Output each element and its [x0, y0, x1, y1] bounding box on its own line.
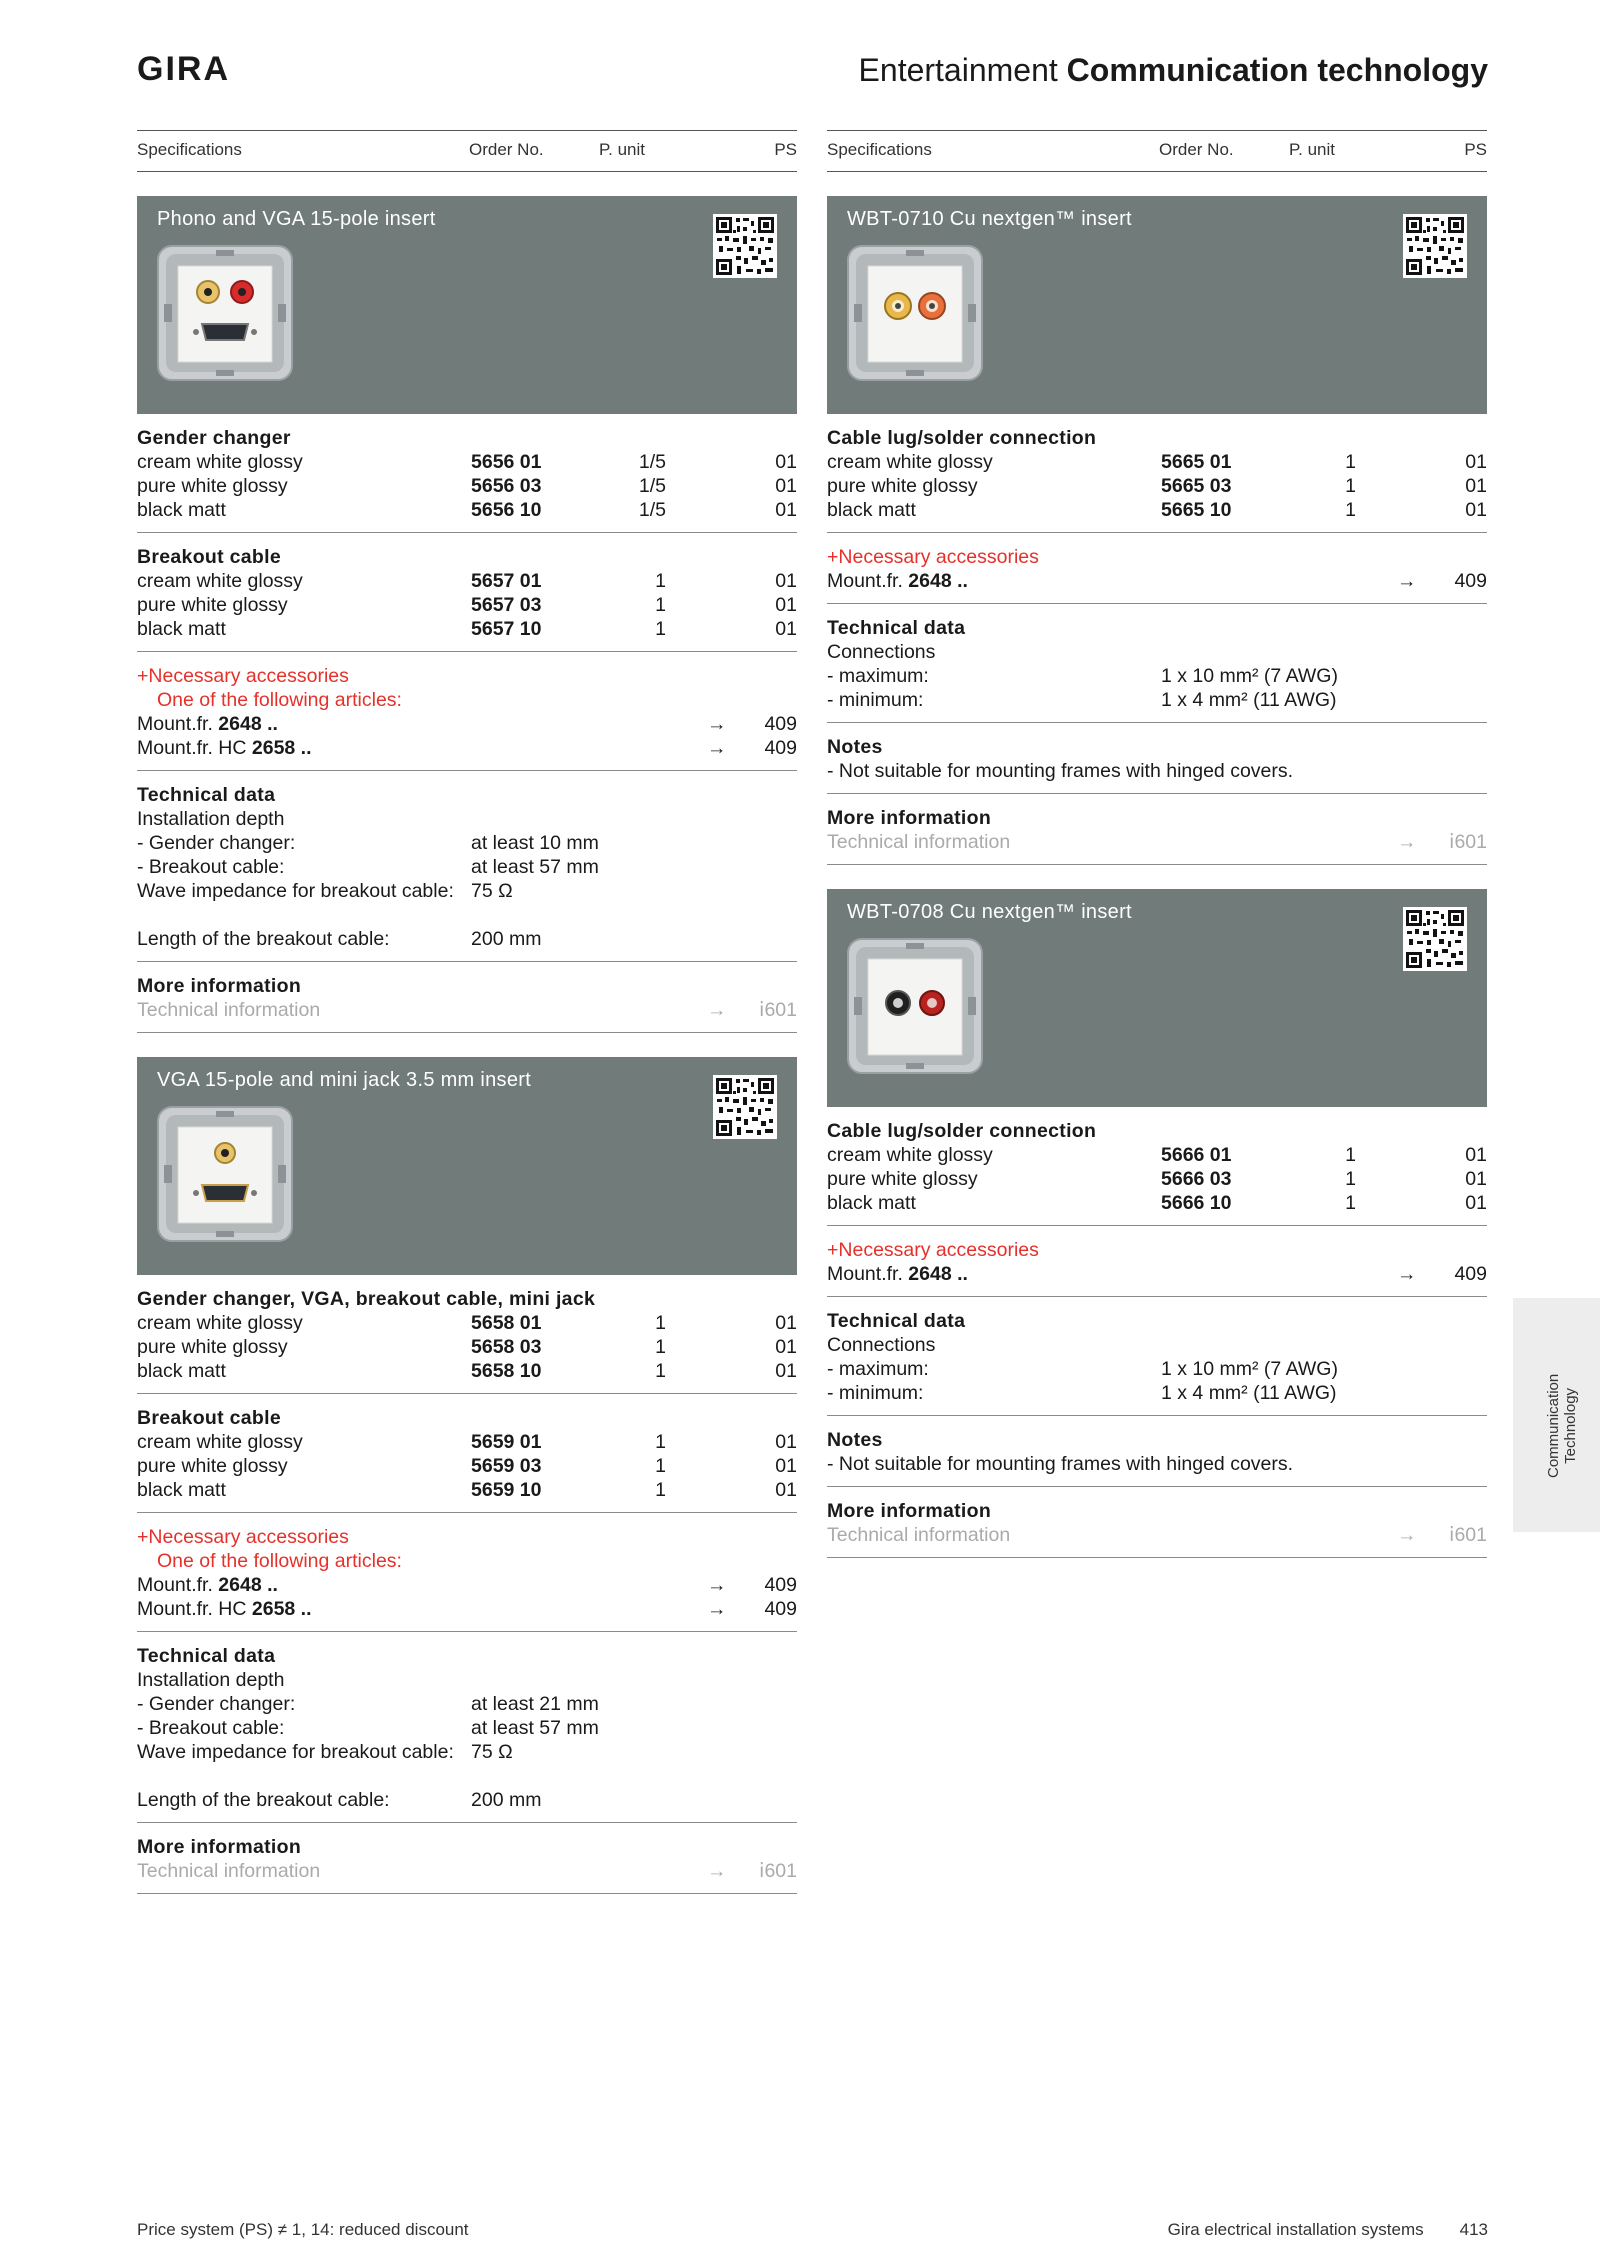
block-heading: Technical data	[137, 784, 276, 806]
product-title: WBT-0710 Cu nextgen™ insert	[847, 208, 1132, 230]
footer-right	[1168, 2220, 1488, 2240]
table-row: black matt 5659 10 1 01	[137, 1479, 797, 1501]
accessories-subheading: One of the following articles:	[157, 1550, 402, 1572]
product-banner	[137, 196, 797, 414]
accessory-link[interactable]: Mount.fr. HC 2658 .. → 409	[137, 1598, 797, 1620]
arrow-right-icon: →	[707, 713, 727, 735]
page-title-light: Entertainment	[858, 52, 1058, 88]
spec-row: Installation depth	[137, 808, 285, 830]
notes-block	[827, 1416, 1487, 1487]
gender-changer-block	[137, 414, 797, 533]
technical-info-link[interactable]: Technical information → ⅰ601	[827, 831, 1487, 853]
table-row: pure white glossy 5659 03 1 01	[137, 1455, 797, 1477]
spec-row: Length of the breakout cable: 200 mm	[137, 928, 542, 950]
block-heading: Cable lug/solder connection	[827, 1120, 1097, 1142]
table-row: black matt 5656 10 1/5 01	[137, 499, 797, 521]
table-row: black matt 5666 10 1 01	[827, 1192, 1487, 1214]
technical-data-block	[137, 771, 797, 962]
accessories-heading: +Necessary accessories	[827, 546, 1039, 568]
note-text: - Not suitable for mounting frames with hinged covers.	[827, 760, 1294, 782]
accessories-heading: +Necessary accessories	[137, 1526, 349, 1548]
spec-row: - Gender changer: at least 10 mm	[137, 832, 599, 854]
block-heading: Breakout cable	[137, 546, 282, 568]
more-info-block	[137, 962, 797, 1033]
col-ps: PS	[774, 140, 797, 159]
block-heading: More information	[827, 807, 992, 829]
notes-block	[827, 723, 1487, 794]
cable-lug-block	[827, 414, 1487, 533]
table-row: black matt 5665 10 1 01	[827, 499, 1487, 521]
col-ps: PS	[1464, 140, 1487, 159]
block-heading: Technical data	[137, 1645, 276, 1667]
table-row: pure white glossy 5656 03 1/5 01	[137, 475, 797, 497]
block-heading: More information	[827, 1500, 992, 1522]
right-column	[827, 130, 1487, 1558]
qr-code-icon[interactable]	[1403, 214, 1467, 278]
more-info-block	[827, 1487, 1487, 1558]
side-tab-communication-technology[interactable]	[1513, 1298, 1600, 1532]
more-info-block	[137, 1823, 797, 1894]
table-row: black matt 5658 10 1 01	[137, 1360, 797, 1382]
accessories-block	[137, 1513, 797, 1632]
page-title-bold: Communication technology	[1066, 52, 1488, 88]
table-row: cream white glossy 5658 01 1 01	[137, 1312, 797, 1334]
left-column	[137, 130, 797, 1894]
spec-row: Wave impedance for breakout cable: 75 Ω	[137, 880, 513, 902]
accessories-heading: +Necessary accessories	[827, 1239, 1039, 1261]
block-heading: Cable lug/solder connection	[827, 427, 1097, 449]
arrow-right-icon: →	[707, 1574, 727, 1596]
spec-row: - Breakout cable: at least 57 mm	[137, 856, 599, 878]
block-heading: More information	[137, 1836, 302, 1858]
table-row: pure white glossy 5665 03 1 01	[827, 475, 1487, 497]
spec-row: - Breakout cable: at least 57 mm	[137, 1717, 599, 1739]
spec-row: Connections	[827, 641, 936, 663]
product-image	[156, 244, 294, 382]
block-heading: Notes	[827, 736, 883, 758]
product-banner	[827, 889, 1487, 1107]
spec-row: - maximum: 1 x 10 mm² (7 AWG)	[827, 1358, 1338, 1380]
arrow-right-icon: →	[707, 1860, 727, 1882]
spec-row: - Gender changer: at least 21 mm	[137, 1693, 599, 1715]
table-row: pure white glossy 5657 03 1 01	[137, 594, 797, 616]
block-heading: Breakout cable	[137, 1407, 282, 1429]
technical-data-block	[137, 1632, 797, 1823]
col-specifications: Specifications	[137, 140, 242, 159]
col-p-unit: P. unit	[599, 140, 646, 159]
product-phono-vga	[137, 196, 797, 1033]
spec-row: - minimum: 1 x 4 mm² (11 AWG)	[827, 1382, 1337, 1404]
product-title: Phono and VGA 15-pole insert	[157, 208, 436, 230]
accessory-link[interactable]: Mount.fr. 2648 .. → 409	[137, 713, 797, 735]
product-banner	[827, 196, 1487, 414]
block-heading: Technical data	[827, 1310, 966, 1332]
accessory-link[interactable]: Mount.fr. 2648 .. → 409	[827, 1263, 1487, 1285]
product-image	[846, 937, 984, 1075]
accessories-block	[137, 652, 797, 771]
block-heading: Technical data	[827, 617, 966, 639]
technical-data-block	[827, 604, 1487, 723]
brand-logo: GIRA	[137, 50, 230, 88]
note-text: - Not suitable for mounting frames with hinged covers.	[827, 1453, 1294, 1475]
arrow-right-icon: →	[1397, 1263, 1417, 1285]
technical-info-link[interactable]: Technical information → ⅰ601	[827, 1524, 1487, 1546]
table-row: cream white glossy 5659 01 1 01	[137, 1431, 797, 1453]
spec-row: Connections	[827, 1334, 936, 1356]
breakout-cable-block	[137, 533, 797, 652]
more-info-block	[827, 794, 1487, 865]
technical-info-link[interactable]: Technical information → ⅰ601	[137, 1860, 797, 1882]
technical-data-block	[827, 1297, 1487, 1416]
table-row: cream white glossy 5656 01 1/5 01	[137, 451, 797, 473]
side-tab-label: Communication Technology	[1545, 1373, 1579, 1478]
accessory-link[interactable]: Mount.fr. 2648 .. → 409	[137, 1574, 797, 1596]
spec-row: - minimum: 1 x 4 mm² (11 AWG)	[827, 689, 1337, 711]
product-image	[156, 1105, 294, 1243]
footer-publication: Gira electrical installation systems	[1167, 2220, 1424, 2239]
product-image	[846, 244, 984, 382]
block-heading: More information	[137, 975, 302, 997]
accessories-block	[827, 533, 1487, 604]
spec-row: Length of the breakout cable: 200 mm	[137, 1789, 542, 1811]
technical-info-link[interactable]: Technical information → ⅰ601	[137, 999, 797, 1021]
accessories-subheading: One of the following articles:	[157, 689, 402, 711]
spec-row: Installation depth	[137, 1669, 285, 1691]
arrow-right-icon: →	[1397, 570, 1417, 592]
table-row: pure white glossy 5666 03 1 01	[827, 1168, 1487, 1190]
accessories-heading: +Necessary accessories	[137, 665, 349, 687]
arrow-right-icon: →	[707, 737, 727, 759]
breakout-cable-block	[137, 1394, 797, 1513]
block-heading: Gender changer	[137, 427, 291, 449]
qr-code-icon[interactable]	[713, 1075, 777, 1139]
product-wbt-0708	[827, 889, 1487, 1558]
arrow-right-icon: →	[707, 1598, 727, 1620]
cable-lug-block	[827, 1107, 1487, 1226]
arrow-right-icon: →	[1397, 1524, 1417, 1546]
accessory-link[interactable]: Mount.fr. HC 2658 .. → 409	[137, 737, 797, 759]
spec-row: Wave impedance for breakout cable: 75 Ω	[137, 1741, 513, 1763]
table-row: cream white glossy 5666 01 1 01	[827, 1144, 1487, 1166]
block-heading: Gender changer, VGA, breakout cable, mini jack	[137, 1288, 596, 1310]
arrow-right-icon: →	[1397, 831, 1417, 853]
column-header	[827, 130, 1487, 172]
product-title: VGA 15-pole and mini jack 3.5 mm insert	[157, 1069, 532, 1091]
page-number: 413	[1459, 2220, 1488, 2239]
product-vga-minijack	[137, 1057, 797, 1894]
table-row: black matt 5657 10 1 01	[137, 618, 797, 640]
arrow-right-icon: →	[707, 999, 727, 1021]
gender-changer-block	[137, 1275, 797, 1394]
block-heading: Notes	[827, 1429, 883, 1451]
table-row: cream white glossy 5665 01 1 01	[827, 451, 1487, 473]
product-title: WBT-0708 Cu nextgen™ insert	[847, 901, 1132, 923]
qr-code-icon[interactable]	[1403, 907, 1467, 971]
accessories-block	[827, 1226, 1487, 1297]
column-header	[137, 130, 797, 172]
spec-row: - maximum: 1 x 10 mm² (7 AWG)	[827, 665, 1338, 687]
table-row: pure white glossy 5658 03 1 01	[137, 1336, 797, 1358]
page-title	[859, 52, 1488, 89]
col-specifications: Specifications	[827, 140, 932, 159]
table-row: cream white glossy 5657 01 1 01	[137, 570, 797, 592]
footer-price-note: Price system (PS) ≠ 1, 14: reduced discount	[137, 2220, 469, 2239]
col-order-no: Order No.	[469, 140, 544, 159]
product-banner	[137, 1057, 797, 1275]
product-wbt-0710	[827, 196, 1487, 865]
accessory-link[interactable]: Mount.fr. 2648 .. → 409	[827, 570, 1487, 592]
col-p-unit: P. unit	[1289, 140, 1336, 159]
qr-code-icon[interactable]	[713, 214, 777, 278]
col-order-no: Order No.	[1159, 140, 1234, 159]
